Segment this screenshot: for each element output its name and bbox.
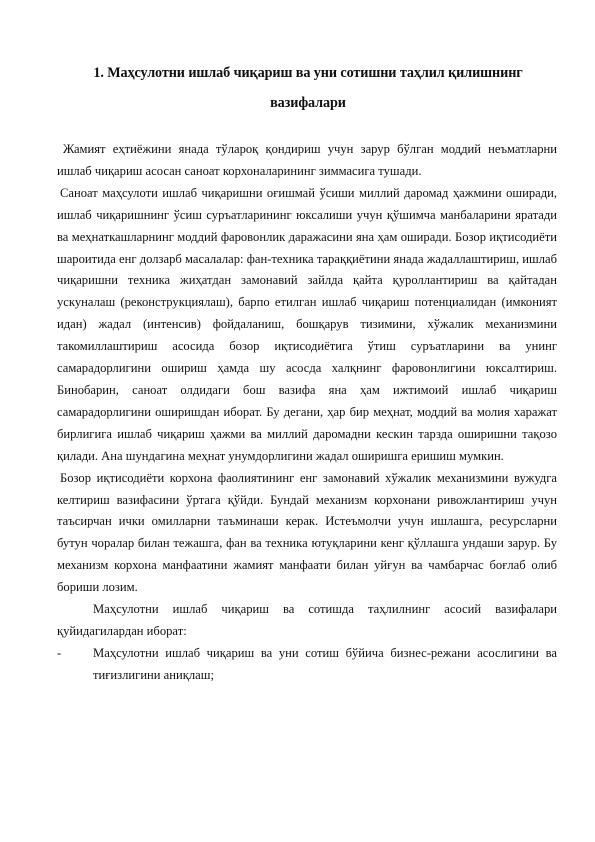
section-title xyxy=(58,58,558,118)
paragraph-3: Бозор иқтисодиёти корхона фаолиятининг енг замонавий хўжалик механизмини вужудга келтириш вазифасини ўртага қўйди. Бундай механизм корхонани ривожлантириш учун таъсирчан ички омилларни таъминаши керак. Истеъмолчи учун ишлашга, ресурсларни бутун чоралар билан тежашга, фан ва техника ютуқларини кенг қўллашга ундаши зарур. Бу механизм корхона манфаатини жамият манфаати билан уйғун ва чамбарчас боғлаб олиб бориши лозим. xyxy=(57,470,557,595)
document-body xyxy=(57,139,557,687)
paragraph-4: Маҳсулотни ишлаб чиқариш ва сотишда таҳлилнинг асосий вазифалари қуйидагилардан иборат: xyxy=(57,602,557,638)
paragraph-2: Саноат маҳсулоти ишлаб чиқаришни оғишмай ўсиши миллий даромад ҳажмини оширади, ишлаб чиқаришнинг ўсиш суръатларининг юксалиши учун қўшимча манбаларини яратади ва меҳнаткашларнинг моддий фаровонлик даражасини яна ҳам оширади. Бозор иқтисодиёти шароитида енг долзарб масалалар: фан-техника тараққиётини янада жадаллаштириш, ишлаб чиқаришни техника жиҳатдан замонавий зайлда қайта қуроллантириш ва қайтадан ускуналаш (реконструкциялаш), барпо етилган ишлаб чиқариш потенциалидан (имконият идан) жадал (интенсив) фойдаланиш, бошқарув тизимини, хўжалик механизмини такомиллаштириш асосида бозор иқтисодиётига ўтиш суръатларини ва унинг самарадорлигини ошириш ҳамда шу асосда халқнинг фаровонлигини юксалтириш. Бинобарин, саноат олдидаги бош вазифа яна ҳам ижтимоий ишлаб чиқариш самарадорлигини оширишдан иборат. Бу дегани, ҳар бир меҳнат, моддий ва молия харажат бирлигига ишлаб чиқариш ҳажми ва миллий даромадни кескин тарзда оширишни тақозо қилади. Ана шундагина меҳнат унумдорлигини жадал оширишга еришиш мумкин. xyxy=(57,185,557,463)
title-line-2: вазифалари xyxy=(270,95,346,111)
bullet-text: Маҳсулотни ишлаб чиқариш ва уни сотиш бўйича бизнес-режани асослигини ва тиғизлигини аниқлаш; xyxy=(93,645,557,682)
bullet-dash: - xyxy=(57,645,62,660)
paragraph-1: Жамият еҳтиёжини янада тўлароқ қондириш учун зарур бўлган моддий неъматларни ишлаб чиқариш асосан саноат корхоналарининг зиммасига тушади. xyxy=(57,142,557,178)
list-item xyxy=(57,643,557,687)
title-line-1: 1. Маҳсулотни ишлаб чиқариш ва уни сотишни таҳлил қилишнинг xyxy=(93,65,523,81)
